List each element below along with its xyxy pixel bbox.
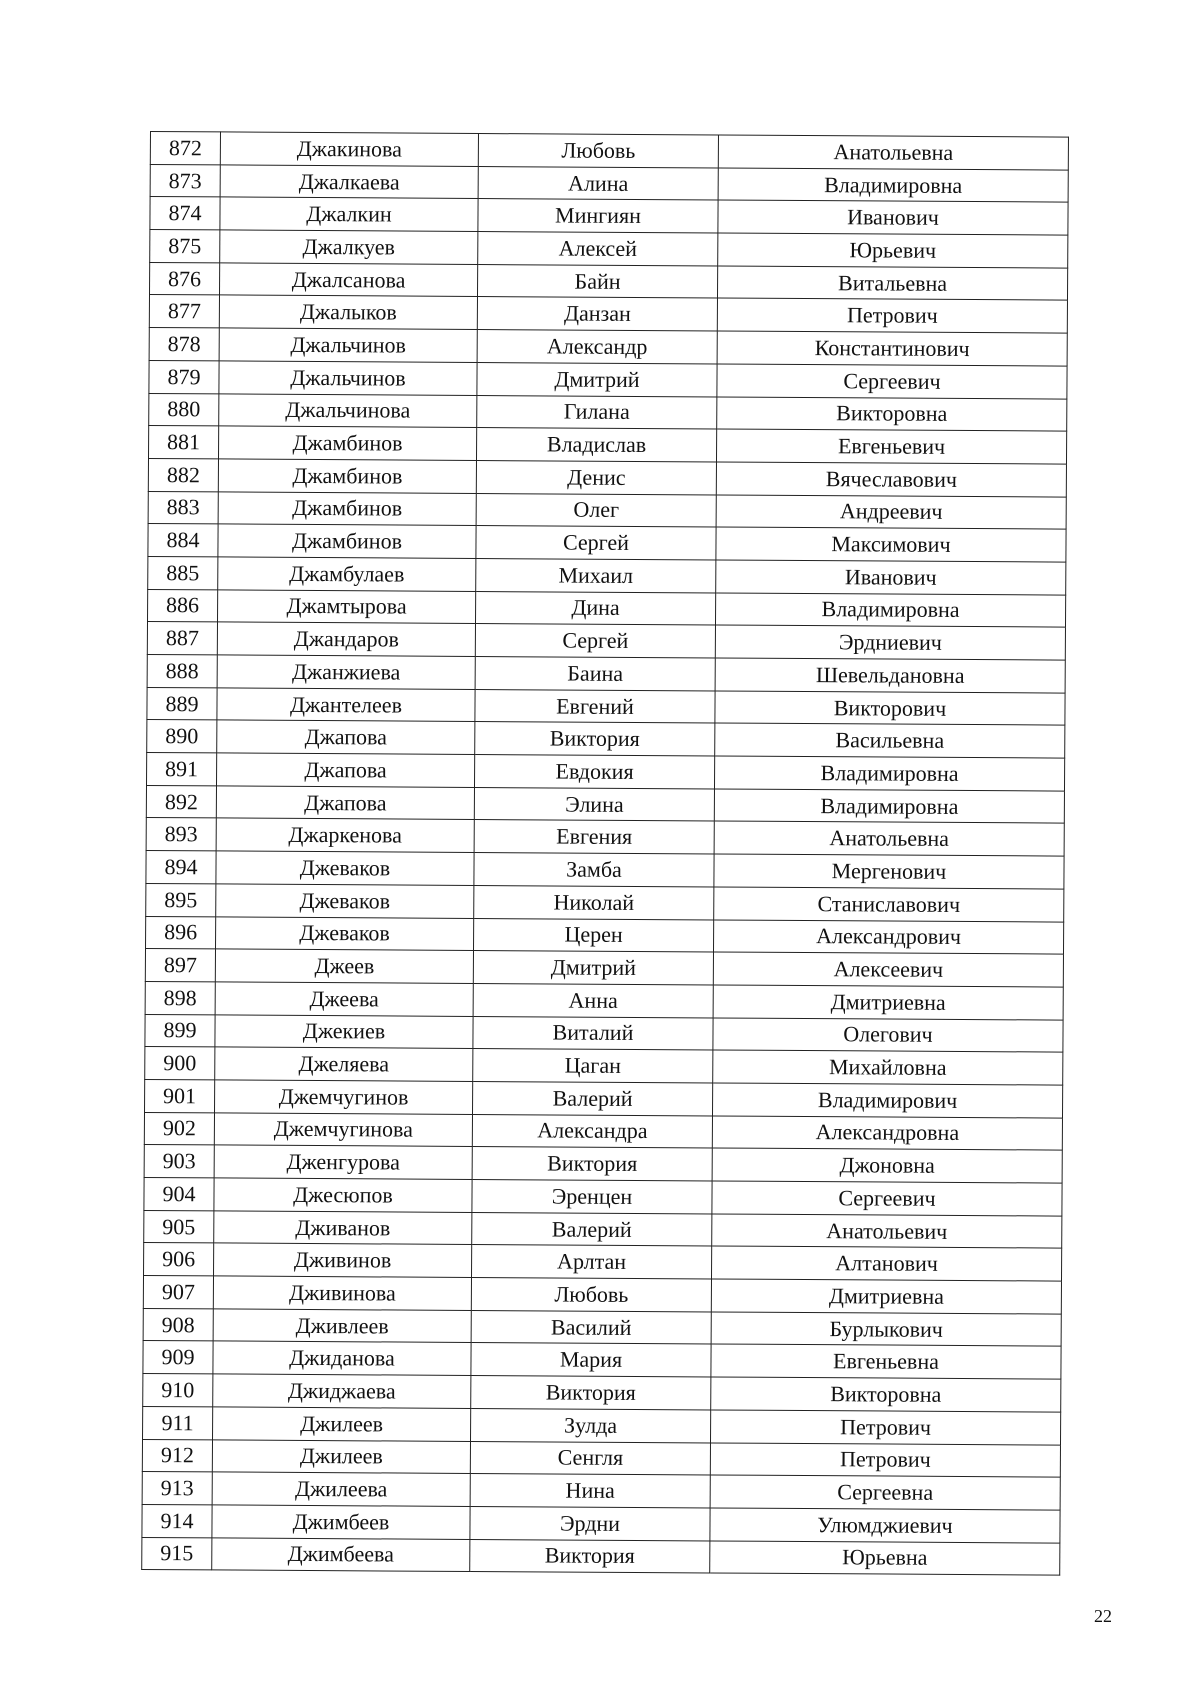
surname-cell: Дженгурова: [214, 1145, 472, 1179]
patronymic-cell: Шевельдановна: [715, 658, 1065, 693]
row-number-cell: 888: [147, 654, 217, 687]
row-number-cell: 885: [148, 556, 218, 589]
patronymic-cell: Сергеевна: [710, 1475, 1060, 1510]
roster-table-body: [142, 132, 1069, 1576]
patronymic-cell: Владимировна: [715, 593, 1065, 628]
surname-cell: Дживинова: [213, 1276, 471, 1310]
row-number-cell: 872: [150, 132, 220, 165]
patronymic-cell: Анатольевна: [714, 821, 1064, 856]
first-name-cell: Виталий: [473, 1016, 713, 1050]
patronymic-cell: Витальевна: [717, 266, 1067, 301]
patronymic-cell: Юрьевич: [718, 233, 1068, 268]
first-name-cell: Нина: [470, 1474, 710, 1508]
surname-cell: Джалкаева: [220, 165, 478, 199]
surname-cell: Дживанов: [214, 1211, 472, 1245]
surname-cell: Джапова: [217, 753, 475, 787]
first-name-cell: Валерий: [473, 1081, 713, 1115]
first-name-cell: Сергей: [476, 526, 716, 560]
patronymic-cell: Анатольевна: [718, 135, 1068, 170]
first-name-cell: Александра: [472, 1114, 712, 1148]
first-name-cell: Анна: [473, 983, 713, 1017]
row-number-cell: 891: [147, 753, 217, 786]
row-number-cell: 906: [144, 1243, 214, 1276]
first-name-cell: Сенгля: [470, 1441, 710, 1475]
first-name-cell: Виктория: [471, 1376, 711, 1410]
row-number-cell: 909: [143, 1341, 213, 1374]
surname-cell: Джанжиева: [217, 655, 475, 689]
first-name-cell: Александр: [477, 330, 717, 364]
row-number-cell: 903: [144, 1145, 214, 1178]
patronymic-cell: Анатольевич: [712, 1214, 1062, 1249]
first-name-cell: Элина: [474, 787, 714, 821]
first-name-cell: Арлтан: [472, 1245, 712, 1279]
first-name-cell: Эрдни: [470, 1506, 710, 1540]
patronymic-cell: Евгеньевна: [711, 1344, 1061, 1379]
patronymic-cell: Олегович: [713, 1018, 1063, 1053]
surname-cell: Дживлеев: [213, 1309, 471, 1343]
patronymic-cell: Вячеславович: [716, 462, 1066, 497]
patronymic-cell: Алексеевич: [713, 952, 1063, 987]
row-number-cell: 886: [148, 589, 218, 622]
surname-cell: Джеваков: [216, 916, 474, 950]
patronymic-cell: Викторович: [715, 691, 1065, 726]
surname-cell: Джилеев: [213, 1407, 471, 1441]
patronymic-cell: Петрович: [710, 1410, 1060, 1445]
surname-cell: Джальчинов: [219, 361, 477, 395]
surname-cell: Джальчинова: [219, 393, 477, 427]
row-number-cell: 908: [143, 1308, 213, 1341]
row-number-cell: 883: [148, 491, 218, 524]
surname-cell: Джандаров: [217, 622, 475, 656]
row-number-cell: 880: [149, 393, 219, 426]
row-number-cell: 877: [149, 295, 219, 328]
surname-cell: Джиданова: [213, 1341, 471, 1375]
patronymic-cell: Евгеньевич: [716, 429, 1066, 464]
row-number-cell: 892: [146, 785, 216, 818]
row-number-cell: 907: [143, 1276, 213, 1309]
row-number-cell: 899: [145, 1014, 215, 1047]
first-name-cell: Сергей: [475, 624, 715, 658]
row-number-cell: 901: [145, 1079, 215, 1112]
patronymic-cell: Алтанович: [711, 1246, 1061, 1281]
patronymic-cell: Александрович: [713, 919, 1063, 954]
first-name-cell: Байн: [477, 264, 717, 298]
patronymic-cell: Мергенович: [714, 854, 1064, 889]
first-name-cell: Любовь: [471, 1278, 711, 1312]
first-name-cell: Дина: [475, 591, 715, 625]
patronymic-cell: Джоновна: [712, 1148, 1062, 1183]
row-number-cell: 890: [147, 720, 217, 753]
page-number: 22: [1094, 1606, 1112, 1626]
surname-cell: Джамбулаев: [218, 557, 476, 591]
row-number-cell: 875: [150, 230, 220, 263]
first-name-cell: Баина: [475, 656, 715, 690]
first-name-cell: Дмитрий: [473, 951, 713, 985]
patronymic-cell: Сергеевич: [712, 1181, 1062, 1216]
first-name-cell: Олег: [476, 493, 716, 527]
patronymic-cell: Васильевна: [715, 723, 1065, 758]
patronymic-cell: Петрович: [717, 298, 1067, 333]
patronymic-cell: Александровна: [712, 1116, 1062, 1151]
first-name-cell: Замба: [474, 853, 714, 887]
patronymic-cell: Дмитриевна: [713, 985, 1063, 1020]
surname-cell: Джемчугинова: [214, 1113, 472, 1147]
patronymic-cell: Станиславович: [714, 887, 1064, 922]
surname-cell: Джамбинов: [218, 426, 476, 460]
surname-cell: Джантелеев: [217, 688, 475, 722]
first-name-cell: Алексей: [478, 232, 718, 266]
surname-cell: Джеваков: [216, 851, 474, 885]
surname-cell: Джеваков: [216, 884, 474, 918]
surname-cell: Джапова: [217, 720, 475, 754]
surname-cell: Дживинов: [214, 1243, 472, 1277]
first-name-cell: Евдокия: [474, 755, 714, 789]
surname-cell: Джамбинов: [218, 459, 476, 493]
row-number-cell: 915: [142, 1537, 212, 1570]
row-number-cell: 905: [144, 1210, 214, 1243]
first-name-cell: Алина: [478, 166, 718, 200]
first-name-cell: Евгений: [475, 689, 715, 723]
patronymic-cell: Владимировна: [714, 789, 1064, 824]
surname-cell: Джалыков: [219, 295, 477, 329]
surname-cell: Джальчинов: [219, 328, 477, 362]
surname-cell: Джеев: [215, 949, 473, 983]
surname-cell: Джамтырова: [218, 590, 476, 624]
row-number-cell: 878: [149, 328, 219, 361]
first-name-cell: Зулда: [471, 1408, 711, 1442]
patronymic-cell: Иванович: [718, 200, 1068, 235]
patronymic-cell: Владимирович: [712, 1083, 1062, 1118]
table-row: [142, 1537, 1060, 1575]
first-name-cell: Цаган: [473, 1049, 713, 1083]
surname-cell: Джимбеев: [212, 1505, 470, 1539]
first-name-cell: Виктория: [475, 722, 715, 756]
first-name-cell: Николай: [474, 885, 714, 919]
row-number-cell: 876: [149, 262, 219, 295]
first-name-cell: Эренцен: [472, 1179, 712, 1213]
first-name-cell: Валерий: [472, 1212, 712, 1246]
first-name-cell: Евгения: [474, 820, 714, 854]
patronymic-cell: Викторовна: [717, 396, 1067, 431]
first-name-cell: Любовь: [478, 134, 718, 168]
row-number-cell: 896: [146, 916, 216, 949]
surname-cell: Джамбинов: [218, 491, 476, 525]
first-name-cell: Мингиян: [478, 199, 718, 233]
patronymic-cell: Сергеевич: [717, 364, 1067, 399]
first-name-cell: Денис: [476, 460, 716, 494]
row-number-cell: 881: [149, 426, 219, 459]
row-number-cell: 889: [147, 687, 217, 720]
first-name-cell: Дмитрий: [477, 362, 717, 396]
first-name-cell: Михаил: [476, 558, 716, 592]
first-name-cell: Виктория: [470, 1539, 710, 1573]
patronymic-cell: Владимировна: [714, 756, 1064, 791]
row-number-cell: 887: [147, 622, 217, 655]
patronymic-cell: Владимировна: [718, 168, 1068, 203]
row-number-cell: 895: [146, 883, 216, 916]
roster-table: [141, 131, 1069, 1576]
surname-cell: Джалсанова: [219, 263, 477, 297]
surname-cell: Джилеев: [212, 1439, 470, 1473]
row-number-cell: 913: [142, 1472, 212, 1505]
surname-cell: Джесюпов: [214, 1178, 472, 1212]
row-number-cell: 879: [149, 360, 219, 393]
row-number-cell: 898: [145, 981, 215, 1014]
first-name-cell: Церен: [473, 918, 713, 952]
first-name-cell: Мария: [471, 1343, 711, 1377]
patronymic-cell: Петрович: [710, 1442, 1060, 1477]
patronymic-cell: Максимович: [716, 527, 1066, 562]
first-name-cell: Виктория: [472, 1147, 712, 1181]
row-number-cell: 897: [145, 949, 215, 982]
row-number-cell: 873: [150, 164, 220, 197]
row-number-cell: 884: [148, 524, 218, 557]
patronymic-cell: Улюмджиевич: [710, 1508, 1060, 1543]
row-number-cell: 894: [146, 851, 216, 884]
first-name-cell: Гилана: [477, 395, 717, 429]
patronymic-cell: Дмитриевна: [711, 1279, 1061, 1314]
row-number-cell: 902: [144, 1112, 214, 1145]
surname-cell: Джиджаева: [213, 1374, 471, 1408]
surname-cell: Джеева: [215, 982, 473, 1016]
patronymic-cell: Михайловна: [713, 1050, 1063, 1085]
patronymic-cell: Андреевич: [716, 495, 1066, 530]
row-number-cell: 912: [142, 1439, 212, 1472]
row-number-cell: 914: [142, 1504, 212, 1537]
surname-cell: Джимбеева: [212, 1537, 470, 1571]
surname-cell: Джалкуев: [220, 230, 478, 264]
row-number-cell: 874: [150, 197, 220, 230]
patronymic-cell: Бурлыкович: [711, 1312, 1061, 1347]
surname-cell: Джекиев: [215, 1014, 473, 1048]
row-number-cell: 904: [144, 1177, 214, 1210]
surname-cell: Джапова: [216, 786, 474, 820]
surname-cell: Джалкин: [220, 197, 478, 231]
surname-cell: Джеляева: [215, 1047, 473, 1081]
row-number-cell: 900: [145, 1047, 215, 1080]
surname-cell: Джаркенова: [216, 818, 474, 852]
first-name-cell: Данзан: [477, 297, 717, 331]
surname-cell: Джакинова: [220, 132, 478, 166]
surname-cell: Джамбинов: [218, 524, 476, 558]
surname-cell: Джемчугинов: [215, 1080, 473, 1114]
patronymic-cell: Константинович: [717, 331, 1067, 366]
patronymic-cell: Викторовна: [711, 1377, 1061, 1412]
row-number-cell: 893: [146, 818, 216, 851]
patronymic-cell: Юрьевна: [710, 1541, 1060, 1576]
first-name-cell: Владислав: [476, 428, 716, 462]
row-number-cell: 911: [143, 1406, 213, 1439]
patronymic-cell: Иванович: [716, 560, 1066, 595]
patronymic-cell: Эрдниевич: [715, 625, 1065, 660]
row-number-cell: 910: [143, 1374, 213, 1407]
surname-cell: Джилеева: [212, 1472, 470, 1506]
row-number-cell: 882: [148, 458, 218, 491]
first-name-cell: Василий: [471, 1310, 711, 1344]
